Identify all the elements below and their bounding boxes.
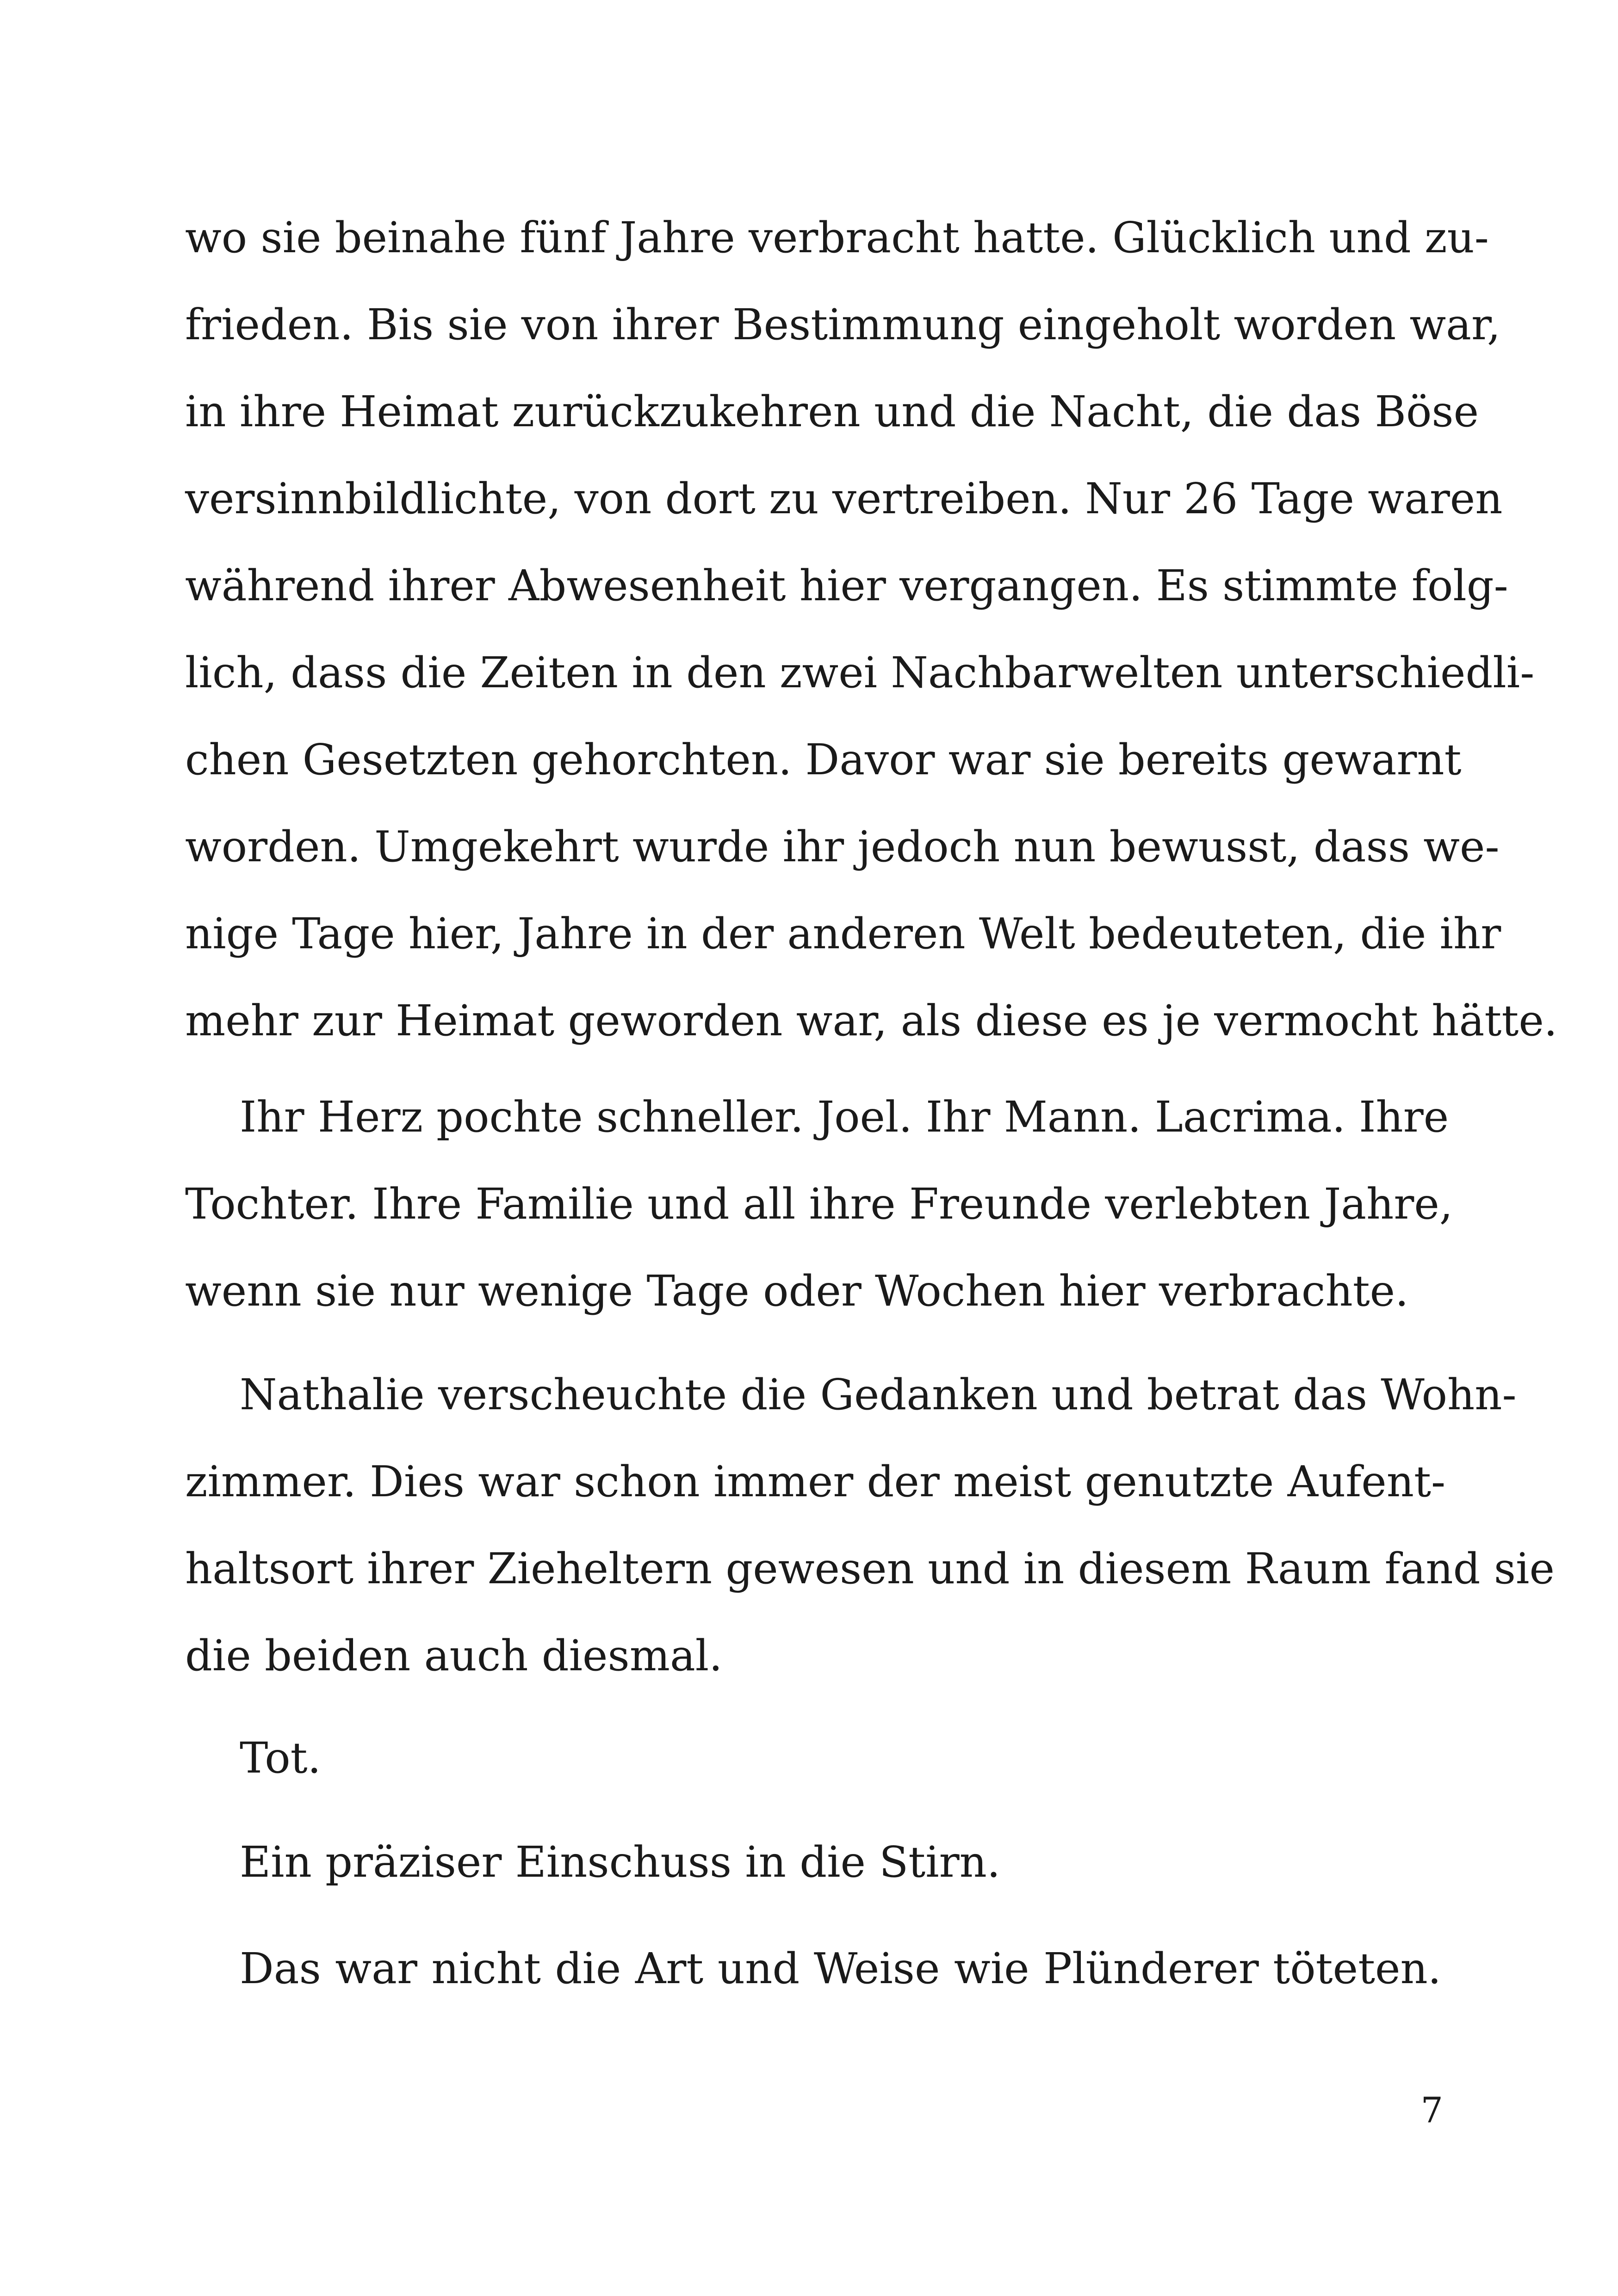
text-line: Das war nicht die Art und Weise wie Plünderer töteten. [240, 1944, 1441, 1993]
text-line: worden. Umgekehrt wurde ihr jedoch nun bewusst, dass we- [185, 822, 1500, 871]
text-line: die beiden auch diesmal. [185, 1631, 723, 1680]
text-line: Ihr Herz pochte schneller. Joel. Ihr Mann. Lacrima. Ihre [240, 1092, 1449, 1142]
paragraph-6 [185, 1925, 1441, 2012]
paragraph-5 [185, 1819, 1441, 1906]
text-line: haltsort ihrer Zieheltern gewesen und in diesem Raum fand sie [185, 1544, 1555, 1593]
text-line: frieden. Bis sie von ihrer Bestimmung eingeholt worden war, [185, 300, 1501, 349]
text-line: nige Tage hier, Jahre in der anderen Welt bedeuteten, die ihr [185, 909, 1501, 958]
text-line: Tot. [240, 1733, 321, 1783]
text-line: Nathalie verscheuchte die Gedanken und betrat das Wohn- [240, 1370, 1517, 1419]
paragraph-4 [185, 1715, 1441, 1802]
text-line: mehr zur Heimat geworden war, als diese es je vermocht hätte. [185, 996, 1558, 1045]
text-line: Ein präziser Einschuss in die Stirn. [240, 1837, 1001, 1887]
paragraph-1 [185, 194, 1558, 1064]
text-line: zimmer. Dies war schon immer der meist genutzte Aufent- [185, 1457, 1446, 1506]
text-line: in ihre Heimat zurückzukehren und die Nacht, die das Böse [185, 387, 1479, 436]
text-line: lich, dass die Zeiten in den zwei Nachbarwelten unterschiedli- [185, 648, 1535, 697]
page-number: 7 [1420, 2090, 1443, 2131]
text-line: Tochter. Ihre Familie und all ihre Freunde verlebten Jahre, [185, 1179, 1453, 1229]
text-line: wo sie beinahe fünf Jahre verbracht hatte. Glücklich und zu- [185, 213, 1489, 262]
text-line: chen Gesetzten gehorchten. Davor war sie bereits gewarnt [185, 735, 1462, 784]
text-line: versinnbildlichte, von dort zu vertreiben. Nur 26 Tage waren [185, 474, 1503, 523]
text-line: wenn sie nur wenige Tage oder Wochen hier verbrachte. [185, 1266, 1409, 1316]
paragraph-2 [185, 1074, 1453, 1335]
paragraph-3 [185, 1351, 1555, 1699]
text-line: während ihrer Abwesenheit hier vergangen. Es stimmte folg- [185, 561, 1508, 610]
